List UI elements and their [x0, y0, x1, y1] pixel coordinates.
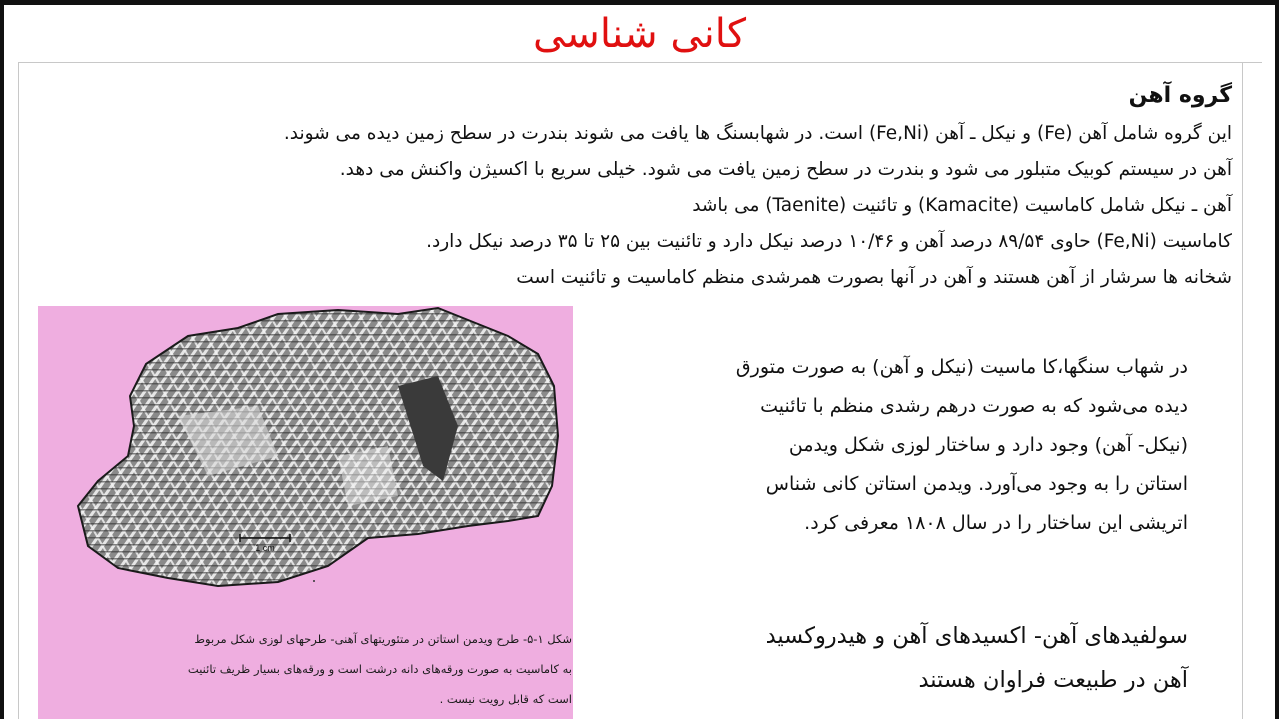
section-line-1: این گروه شامل آهن (Fe) و نیکل ـ آهن (Fe,Ni) است. در شهابسنگ ها یافت می شوند بندرت در سطح زمین دیده می شوند. — [283, 123, 1232, 144]
section-line-5: شخانه ها سرشار از آهن هستند و آهن در آنها بصورت همرشدی منظم کاماسیت و تائنیت است — [516, 267, 1232, 288]
note-line-2: آهن در طبیعت فراوان هستند — [918, 667, 1188, 693]
title-divider — [18, 62, 1262, 63]
description-line-4: استاتن را به وجود می‌آورد. ویدمن استاتن کانی شناس — [765, 473, 1188, 495]
frame-top-border — [0, 0, 1279, 5]
section-heading: گروه آهن — [1128, 83, 1232, 108]
content-border-left — [18, 62, 19, 719]
frame-right-border — [1275, 0, 1279, 719]
caption-line-2: به کاماسیت به صورت ورقه‌های دانه درشت است و ورقه‌های بسیار ظریف تائنیت — [187, 662, 572, 676]
note-line-1: سولفیدهای آهن- اکسیدهای آهن و هیدروکسید — [765, 623, 1188, 649]
description-line-3: (نیکل- آهن) وجود دارد و ساختار لوزی شکل ویدمن — [788, 434, 1188, 456]
description-line-5: اتریشی این ساختار را در سال ۱۸۰۸ معرفی کرد. — [804, 512, 1188, 534]
figure-caption — [52, 624, 572, 714]
section-line-4: کاماسیت (Fe,Ni) حاوی ۸۹/۵۴ درصد آهن و ۱۰/۴۶ درصد نیکل دارد و تائنیت بین ۲۵ تا ۳۵ درصد نیکل دارد. — [426, 231, 1232, 252]
scale-label: 1 cm — [255, 543, 275, 553]
section-line-2: آهن در سیستم کوبیک متبلور می شود و بندرت در سطح زمین یافت می شود. خیلی سریع با اکسیژن واکنش می دهد. — [339, 159, 1232, 180]
slide-title: کانی شناسی — [532, 11, 747, 57]
iron-sulfides-note — [600, 614, 1188, 702]
description-line-2: دیده می‌شود که به صورت درهم رشدی منظم با تائنیت — [760, 395, 1188, 417]
caption-line-1: شکل ۱-۵- طرح ویدمن استاتن در متئوریتهای آهنی- طرحهای لوزی شکل مربوط — [194, 632, 572, 646]
section-line-3: آهن ـ نیکل شامل کاماسیت (Kamacite) و تائنیت (Taenite) می باشد — [692, 195, 1232, 216]
caption-line-3: است که قابل رویت نیست . — [439, 692, 572, 706]
meteorite-figure — [38, 306, 573, 719]
description-line-1: در شهاب سنگها،کا ماسیت (نیکل و آهن) به صورت متورق — [735, 356, 1188, 378]
iron-group-section — [40, 76, 1232, 296]
frame-left-border — [0, 0, 4, 719]
content-border-right — [1242, 62, 1243, 719]
widmanstatten-description — [600, 348, 1188, 543]
